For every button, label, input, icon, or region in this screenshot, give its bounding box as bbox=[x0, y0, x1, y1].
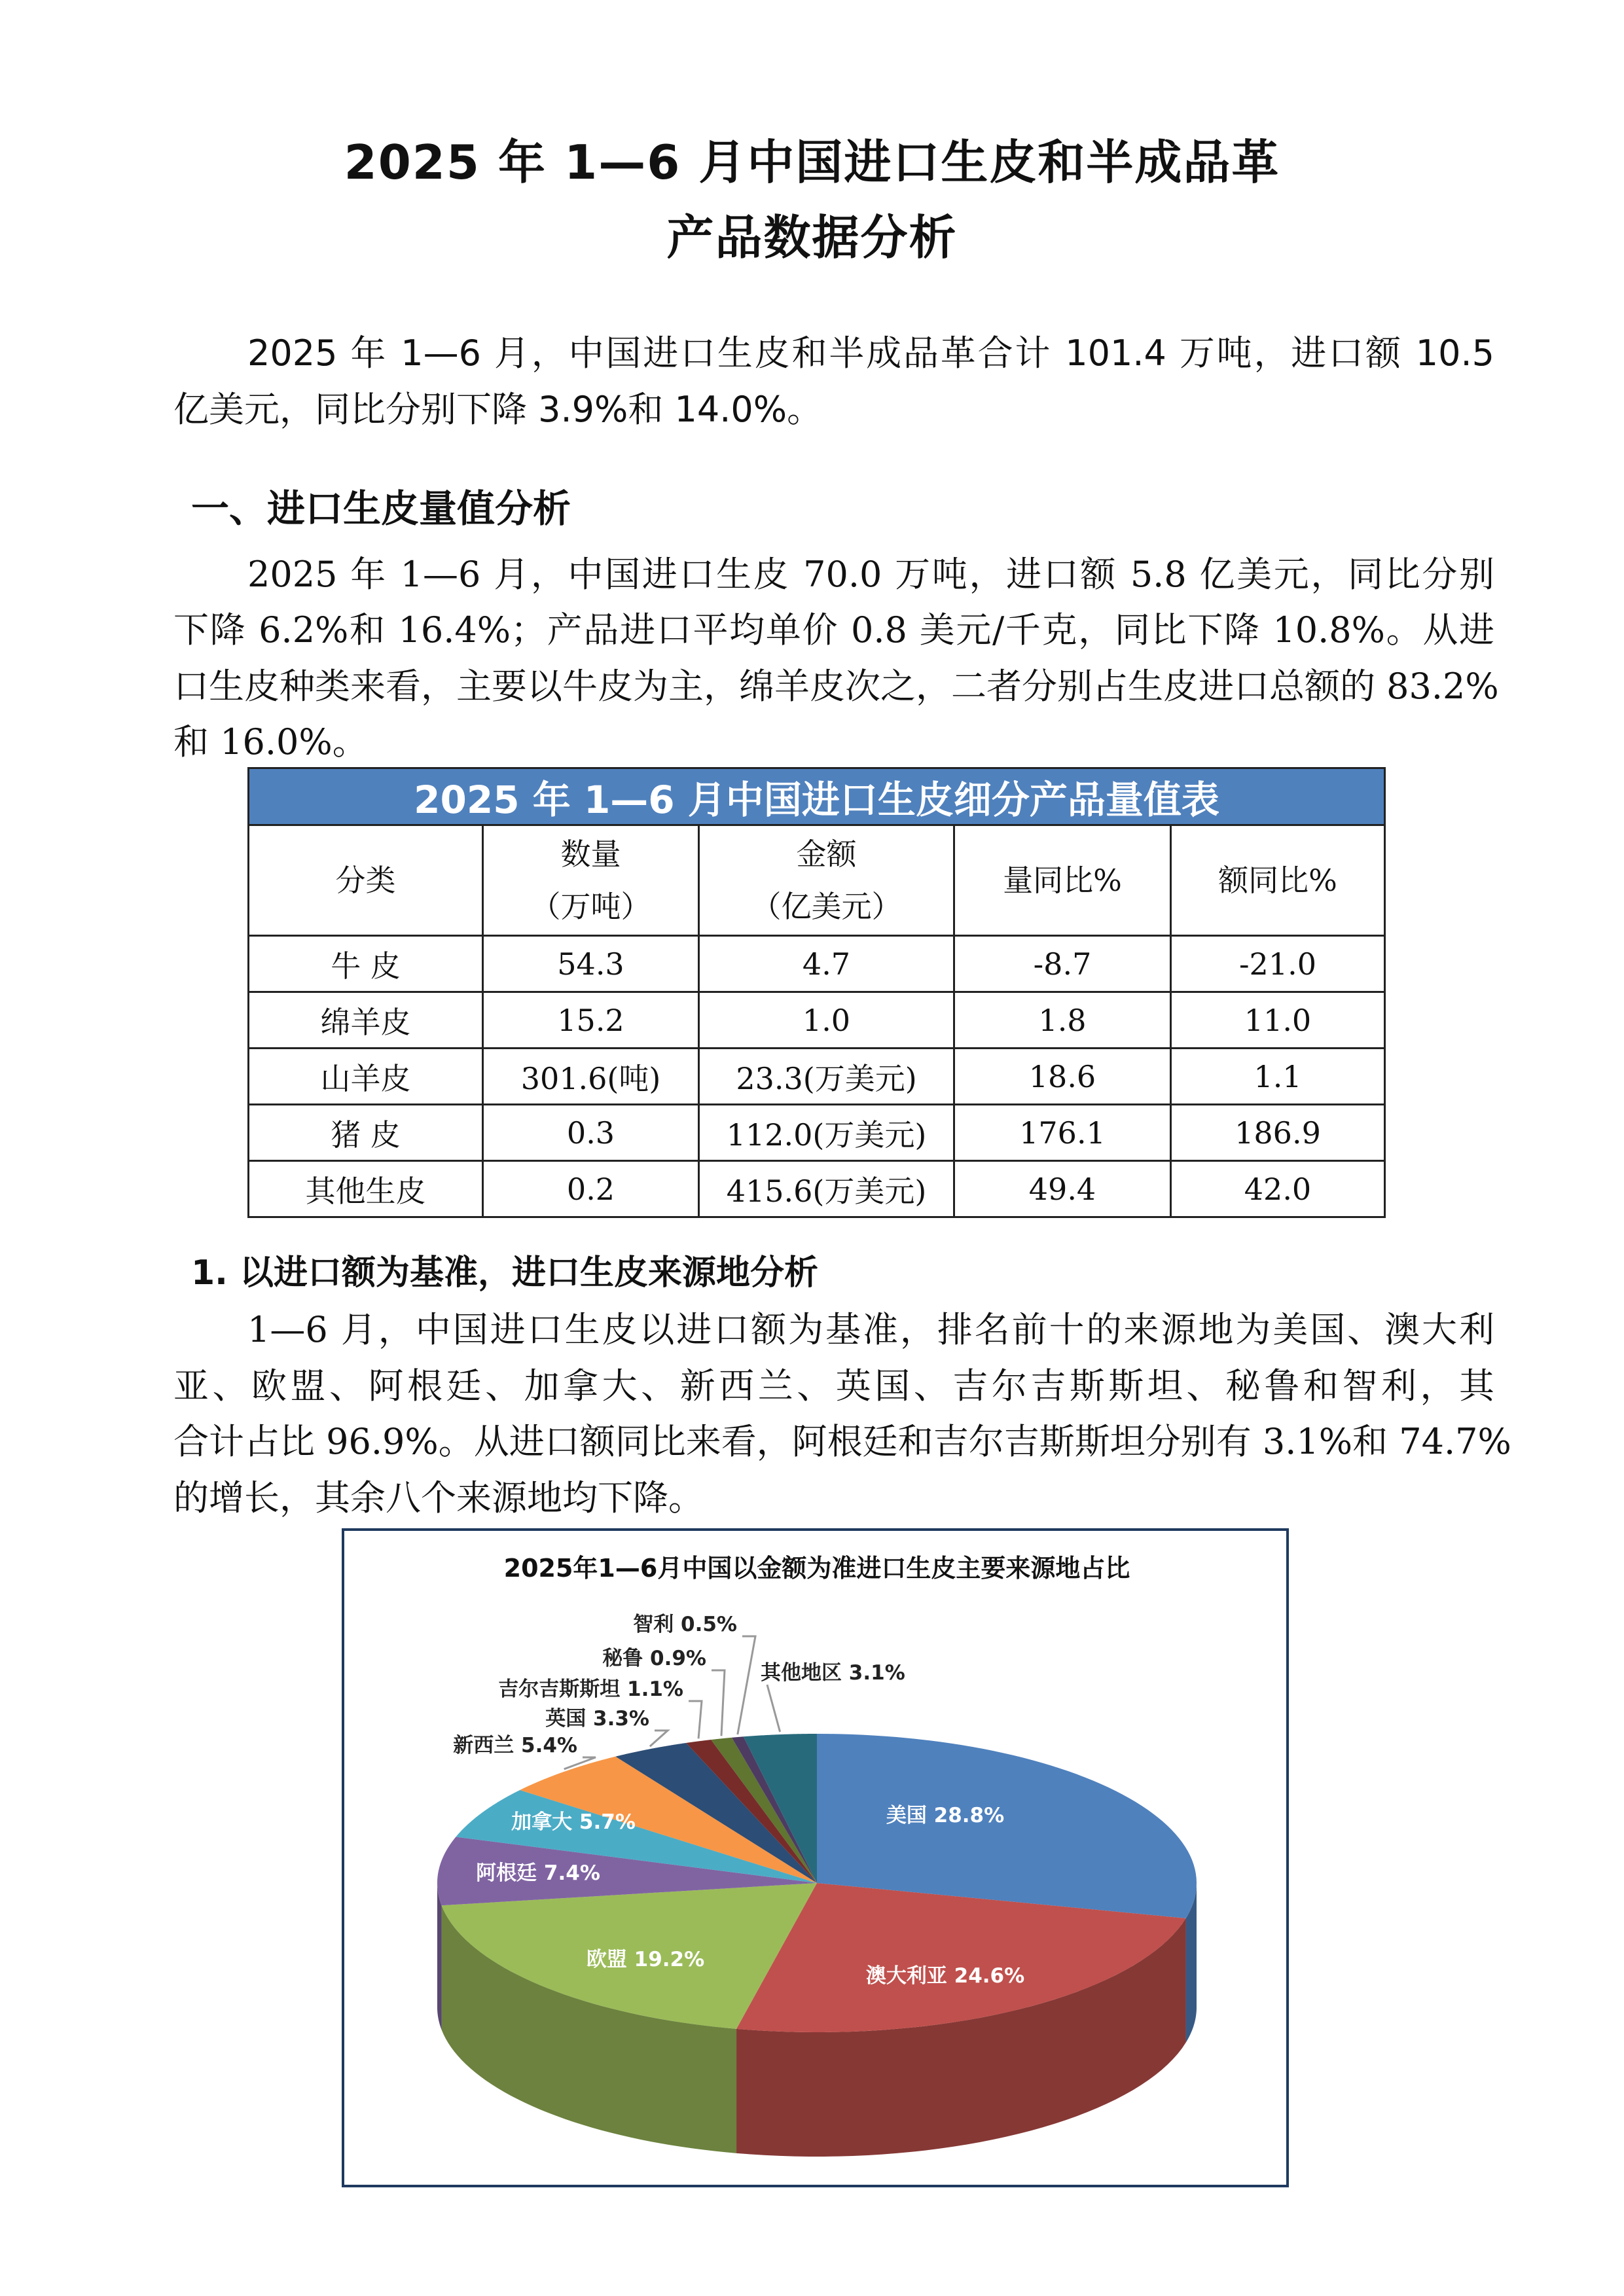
para-line: 下降 6.2%和 16.4%；产品进口平均单价 0.8 美元/千克，同比下降 10.8%。从进 bbox=[173, 609, 1494, 651]
col-header-quantity: 数量 （万吨） bbox=[483, 825, 699, 936]
para-line: 口生皮种类来看，主要以牛皮为主，绵羊皮次之，二者分别占生皮进口总额的 83.2% bbox=[173, 666, 1499, 707]
para-line: 和 16.0%。 bbox=[173, 721, 368, 762]
table-cell: 415.6(万美元) bbox=[699, 1161, 954, 1217]
table-cell: 176.1 bbox=[954, 1105, 1171, 1161]
pie-slice-side bbox=[437, 1883, 442, 2030]
row-category: 牛 皮 bbox=[249, 936, 483, 992]
table-cell: 301.6(吨) bbox=[483, 1049, 699, 1105]
slice-label: 新西兰 5.4% bbox=[453, 1734, 577, 1757]
table-row bbox=[249, 1161, 1385, 1217]
table-cell: 18.6 bbox=[954, 1049, 1171, 1105]
table-cell: 1.1 bbox=[1171, 1049, 1385, 1105]
table-cell: 186.9 bbox=[1171, 1105, 1385, 1161]
table-header-row bbox=[249, 825, 1385, 936]
row-category: 其他生皮 bbox=[249, 1161, 483, 1217]
intro-line: 亿美元，同比分别下降 3.9%和 14.0%。 bbox=[173, 389, 823, 430]
para-line: 2025 年 1—6 月，中国进口生皮 70.0 万吨，进口额 5.8 亿美元，同比分别 bbox=[247, 554, 1494, 595]
table-cell: 4.7 bbox=[699, 936, 954, 992]
table-cell: 1.8 bbox=[954, 992, 1171, 1049]
slice-label: 英国 3.3% bbox=[545, 1707, 649, 1731]
document-title-line-2: 产品数据分析 bbox=[666, 210, 958, 265]
slice-label: 其他地区 3.1% bbox=[761, 1661, 905, 1685]
para-line: 合计占比 96.9%。从进口额同比来看，阿根廷和吉尔吉斯斯坦分别有 3.1%和 74.7% bbox=[173, 1421, 1511, 1462]
slice-label: 澳大利亚 24.6% bbox=[865, 1964, 1025, 1988]
row-category: 猪 皮 bbox=[249, 1105, 483, 1161]
leader-line bbox=[767, 1685, 780, 1732]
intro-line: 2025 年 1—6 月，中国进口生皮和半成品革合计 101.4 万吨，进口额 10.5 bbox=[247, 332, 1494, 374]
product-table bbox=[247, 767, 1386, 1218]
table-cell: -21.0 bbox=[1171, 936, 1385, 992]
table-cell: 112.0(万美元) bbox=[699, 1105, 954, 1161]
slice-label: 吉尔吉斯斯坦 1.1% bbox=[498, 1677, 683, 1701]
table-cell: -8.7 bbox=[954, 936, 1171, 992]
pie-chart bbox=[344, 1531, 1286, 2185]
section-heading: 一、进口生皮量值分析 bbox=[191, 486, 571, 531]
slice-label: 智利 0.5% bbox=[633, 1613, 737, 1636]
para-line: 的增长，其余八个来源地均下降。 bbox=[173, 1477, 704, 1518]
table-cell: 0.3 bbox=[483, 1105, 699, 1161]
col-header-amt-yoy: 额同比% bbox=[1171, 825, 1385, 936]
row-category: 绵羊皮 bbox=[249, 992, 483, 1049]
table-row bbox=[249, 936, 1385, 992]
para-line: 亚、欧盟、阿根廷、加拿大、新西兰、英国、吉尔吉斯斯坦、秘鲁和智利，其 bbox=[173, 1365, 1494, 1407]
leader-line bbox=[689, 1701, 702, 1738]
table-caption: 2025 年 1—6 月中国进口生皮细分产品量值表 bbox=[249, 768, 1385, 825]
table-cell: 11.0 bbox=[1171, 992, 1385, 1049]
leader-line bbox=[650, 1731, 668, 1746]
slice-label: 欧盟 19.2% bbox=[586, 1948, 705, 1971]
table-cell: 49.4 bbox=[954, 1161, 1171, 1217]
table-row bbox=[249, 992, 1385, 1049]
slice-label: 阿根廷 7.4% bbox=[476, 1861, 600, 1885]
para-line: 1—6 月，中国进口生皮以进口额为基准，排名前十的来源地为美国、澳大利 bbox=[247, 1309, 1494, 1350]
table-cell: 15.2 bbox=[483, 992, 699, 1049]
leader-line bbox=[738, 1636, 755, 1734]
table-cell: 23.3(万美元) bbox=[699, 1049, 954, 1105]
row-category: 山羊皮 bbox=[249, 1049, 483, 1105]
table-row bbox=[249, 1105, 1385, 1161]
table-cell: 54.3 bbox=[483, 936, 699, 992]
col-header-category: 分类 bbox=[249, 825, 483, 936]
slice-label: 美国 28.8% bbox=[886, 1804, 1005, 1827]
table-cell: 0.2 bbox=[483, 1161, 699, 1217]
table-cell: 42.0 bbox=[1171, 1161, 1385, 1217]
table-cell: 1.0 bbox=[699, 992, 954, 1049]
chart-title: 2025年1—6月中国以金额为准进口生皮主要来源地占比 bbox=[503, 1554, 1130, 1583]
col-header-amount: 金额 （亿美元） bbox=[699, 825, 954, 936]
col-header-qty-yoy: 量同比% bbox=[954, 825, 1171, 936]
document-title-line-1: 2025 年 1—6 月中国进口生皮和半成品革 bbox=[344, 135, 1280, 190]
slice-label: 加拿大 5.7% bbox=[511, 1810, 636, 1834]
leader-line bbox=[712, 1670, 725, 1736]
subsection-heading: 1. 以进口额为基准，进口生皮来源地分析 bbox=[191, 1253, 819, 1293]
table-row bbox=[249, 1049, 1385, 1105]
slice-label: 秘鲁 0.9% bbox=[602, 1647, 706, 1670]
pie-chart-frame bbox=[342, 1528, 1289, 2187]
